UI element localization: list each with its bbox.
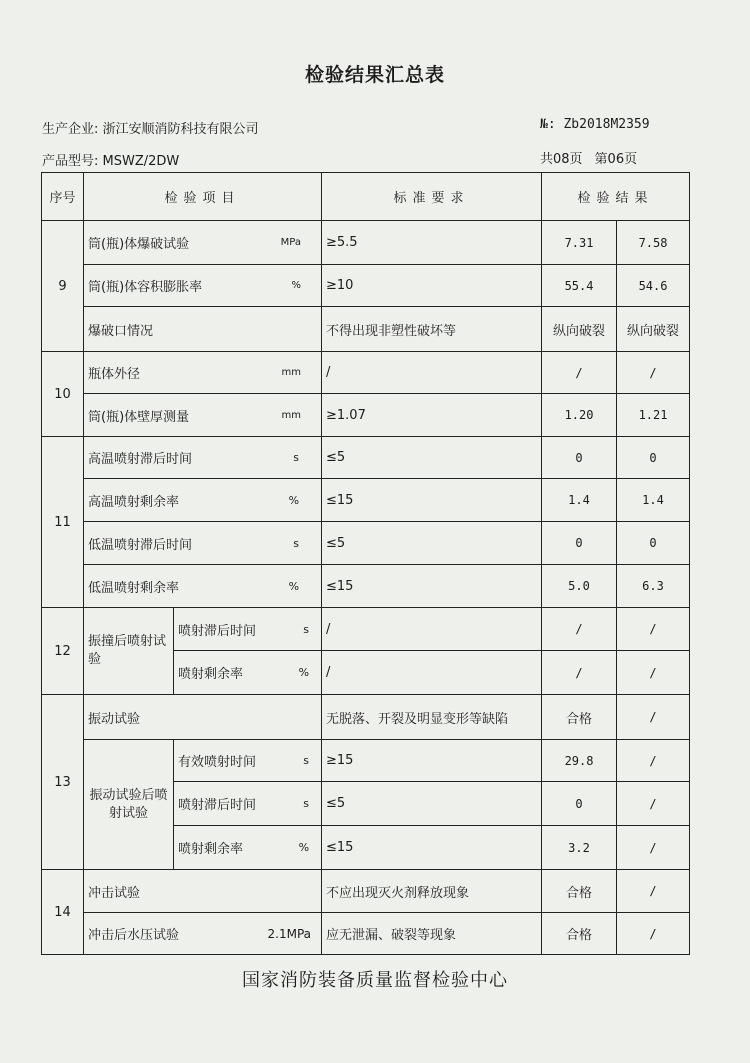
result-2: / <box>617 913 690 955</box>
requirement-cell: ≥15 <box>322 740 542 782</box>
item-cell <box>84 913 322 955</box>
requirement-cell: ≤15 <box>322 479 542 522</box>
section-number: 10 <box>42 352 84 437</box>
result-2: / <box>617 870 690 913</box>
table-row <box>42 221 690 265</box>
item-cell <box>174 782 322 826</box>
item-label: 有效喷射时间 <box>178 755 257 770</box>
item-unit: MPa <box>280 237 302 248</box>
item-unit: s <box>303 622 310 636</box>
item-label: 喷射剩余率 <box>178 667 244 682</box>
table-row <box>42 522 690 565</box>
company-line <box>42 118 259 137</box>
requirement-cell: 应无泄漏、破裂等现象 <box>322 913 542 955</box>
requirement-cell: 不得出现非塑性破坏等 <box>322 307 542 352</box>
item-cell <box>174 826 322 870</box>
table-row <box>42 565 690 608</box>
item-label: 冲击后水压试验 <box>88 928 180 943</box>
item-label: 瓶体外径 <box>88 367 141 382</box>
result-1: 纵向破裂 <box>542 307 617 352</box>
item-unit: s <box>293 536 300 550</box>
model-label: 产品型号: <box>42 154 99 169</box>
result-1: 0 <box>542 522 617 565</box>
item-cell <box>84 221 322 265</box>
requirement-cell: / <box>322 651 542 695</box>
document-title: 检验结果汇总表 <box>304 64 445 86</box>
result-1: 7.31 <box>542 221 617 265</box>
result-1: 1.4 <box>542 479 617 522</box>
page-indicator <box>540 148 637 167</box>
item-label: 高温喷射滞后时间 <box>88 452 193 467</box>
result-2: 纵向破裂 <box>617 307 690 352</box>
result-1: 合格 <box>542 870 617 913</box>
table-row <box>42 870 690 913</box>
table-row <box>42 913 690 955</box>
item-unit: % <box>288 493 300 507</box>
result-1: 29.8 <box>542 740 617 782</box>
result-2: 54.6 <box>617 265 690 307</box>
table-row <box>42 437 690 479</box>
item-cell <box>84 265 322 307</box>
item-label: 喷射剩余率 <box>178 842 244 857</box>
model-line <box>42 150 179 169</box>
item-cell <box>174 651 322 695</box>
result-1: 5.0 <box>542 565 617 608</box>
header-requirement: 标准要求 <box>322 173 542 221</box>
result-2: 0 <box>617 437 690 479</box>
result-1: 55.4 <box>542 265 617 307</box>
requirement-cell: ≤5 <box>322 522 542 565</box>
result-2: / <box>617 695 690 740</box>
item-label: 筒(瓶)体爆破试验 <box>88 237 190 252</box>
result-2: / <box>617 651 690 695</box>
group-label: 振动试验后喷射试验 <box>84 740 174 870</box>
item-unit: % <box>298 841 310 854</box>
item-label: 筒(瓶)体壁厚测量 <box>88 409 190 425</box>
item-unit: % <box>298 666 310 679</box>
item-label: 筒(瓶)体容积膨胀率 <box>88 280 203 295</box>
requirement-cell: ≤15 <box>322 826 542 870</box>
section-number: 14 <box>42 870 84 955</box>
item-unit: % <box>291 280 302 291</box>
item-cell <box>84 394 322 437</box>
requirement-cell: / <box>322 352 542 394</box>
requirement-cell: ≥5.5 <box>322 221 542 265</box>
result-2: 7.58 <box>617 221 690 265</box>
result-2: 1.4 <box>617 479 690 522</box>
company-label: 生产企业: <box>42 122 99 137</box>
item-unit: s <box>303 754 310 767</box>
requirement-cell: ≤5 <box>322 437 542 479</box>
item-cell <box>84 479 322 522</box>
result-1: 3.2 <box>542 826 617 870</box>
result-1: / <box>542 608 617 651</box>
result-2: / <box>617 608 690 651</box>
item-label: 低温喷射滞后时间 <box>88 537 193 553</box>
header-no: 序号 <box>42 173 84 221</box>
result-2: 0 <box>617 522 690 565</box>
requirement-cell: ≤5 <box>322 782 542 826</box>
result-2: / <box>617 782 690 826</box>
item-label: 振动试验 <box>88 711 141 727</box>
section-number: 12 <box>42 608 84 695</box>
result-2: / <box>617 740 690 782</box>
company-name: 浙江安顺消防科技有限公司 <box>102 122 259 137</box>
report-number: №: Zb2018M2359 <box>540 117 650 132</box>
table-row <box>42 608 690 651</box>
result-1: 1.20 <box>542 394 617 437</box>
item-unit: mm <box>281 409 302 421</box>
requirement-cell: 不应出现灭火剂释放现象 <box>322 870 542 913</box>
item-label: 喷射滞后时间 <box>178 623 257 639</box>
header-item: 检验项目 <box>84 173 322 221</box>
item-cell <box>84 870 322 913</box>
item-cell <box>84 352 322 394</box>
item-label: 低温喷射剩余率 <box>88 580 180 596</box>
item-label: 高温喷射剩余率 <box>88 494 180 510</box>
table-row <box>42 695 690 740</box>
result-1: / <box>542 651 617 695</box>
section-number: 11 <box>42 437 84 608</box>
table-row <box>42 265 690 307</box>
table-row <box>42 394 690 437</box>
result-2: / <box>617 826 690 870</box>
table-row <box>42 307 690 352</box>
table-row <box>42 352 690 394</box>
requirement-cell: / <box>322 608 542 651</box>
requirement-cell: ≤15 <box>322 565 542 608</box>
model-value: MSWZ/2DW <box>102 154 180 169</box>
item-unit: s <box>303 797 310 810</box>
result-1: 0 <box>542 782 617 826</box>
item-cell <box>84 522 322 565</box>
item-cell <box>84 437 322 479</box>
item-cell <box>84 565 322 608</box>
requirement-cell: 无脱落、开裂及明显变形等缺陷 <box>322 695 542 740</box>
item-label: 冲击试验 <box>88 885 141 901</box>
section-number: 13 <box>42 695 84 870</box>
item-label: 喷射滞后时间 <box>178 798 257 813</box>
table-row <box>42 740 690 782</box>
result-2: 1.21 <box>617 394 690 437</box>
result-1: 合格 <box>542 695 617 740</box>
table-header-row <box>42 173 690 221</box>
header-result: 检验结果 <box>542 173 690 221</box>
issuer-footer: 国家消防装备质量监督检验中心 <box>242 970 508 991</box>
requirement-cell: ≥1.07 <box>322 394 542 437</box>
result-2: / <box>617 352 690 394</box>
group-label: 振撞后喷射试验 <box>84 608 174 695</box>
result-1: 0 <box>542 437 617 479</box>
item-cell <box>84 695 322 740</box>
requirement-cell: ≥10 <box>322 265 542 307</box>
total-pages: 共08页 <box>540 152 583 167</box>
section-number: 9 <box>42 221 84 352</box>
result-1: 合格 <box>542 913 617 955</box>
item-label: 爆破口情况 <box>88 323 154 339</box>
item-unit: s <box>293 451 300 464</box>
result-2: 6.3 <box>617 565 690 608</box>
item-cell <box>174 740 322 782</box>
results-table <box>41 172 690 955</box>
current-page: 第06页 <box>594 152 638 167</box>
table-row <box>42 479 690 522</box>
item-cell <box>84 307 322 352</box>
item-unit: 2.1MPa <box>267 926 312 941</box>
result-1: / <box>542 352 617 394</box>
item-unit: % <box>288 579 300 593</box>
item-cell <box>174 608 322 651</box>
item-unit: mm <box>281 367 302 378</box>
